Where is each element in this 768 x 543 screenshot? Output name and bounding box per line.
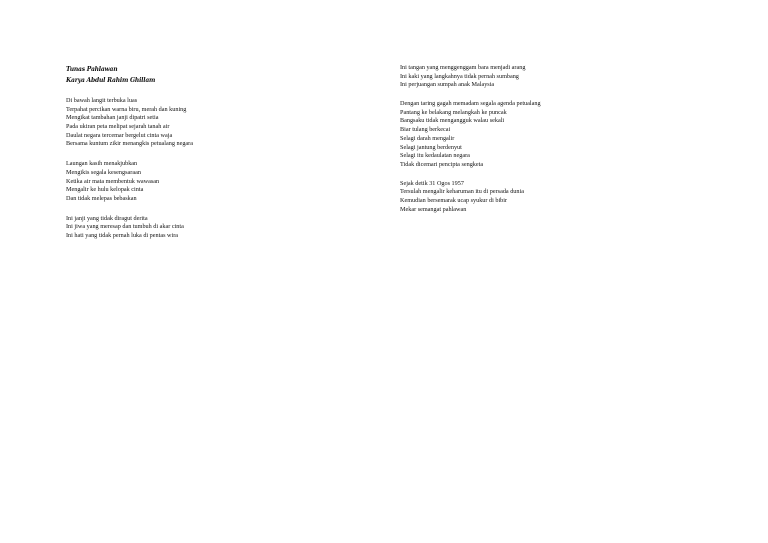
poem-line: Bersama kuntum zikir menangkis petualang negara [66, 140, 193, 148]
poem-stanza [66, 160, 396, 203]
poem-line: Biar tulang berkecai [400, 126, 451, 134]
poem-stanza [400, 180, 730, 215]
poem-line: Ketika air mata membentuk wawasan [66, 177, 160, 185]
poem-title: Tunas Pahlawan [66, 66, 118, 73]
right-column [400, 64, 730, 224]
poem-line: Pantang ke belakang melangkah ke puncak [400, 108, 507, 116]
poem-line: Ini janji yang tidak diragut derita [66, 214, 148, 222]
left-column [66, 64, 396, 252]
poem-line: Terpahat percikan warna biru, merah dan kuning [66, 105, 187, 113]
poem-line: Selagi darah mengalir [400, 134, 455, 142]
poem-line: Daulat negara tercemar bergelut cinta waja [66, 131, 173, 139]
right-stanzas [400, 64, 730, 214]
poem-line: Mengalir ke hulu kelopak cinta [66, 186, 144, 194]
poem-line: Ini tangan yang menggenggam bara menjadi arang [400, 64, 526, 71]
poem-line: Mengikis segala kesengsaraan [66, 168, 141, 176]
poem-line: Tersulah mengalir keharuman itu di persada dunia [400, 188, 524, 196]
poem-line: Selagi itu kedaulatan negara [400, 152, 470, 160]
poem-line: Ini perjuangan sumpah anak Malaysia [400, 81, 495, 89]
poem-stanza [66, 97, 396, 149]
poem-stanza [66, 215, 396, 241]
poem-line: Ini jiwa yang meresap dan tumbuh di akar cinta [66, 223, 184, 231]
poem-line: Di bawah langit terbuka luas [66, 97, 138, 104]
poem-line: Dan tidak melepas bebaskan [66, 194, 137, 202]
poem-line: Ini hati yang tidak pernah luka di pentas wira [66, 231, 179, 239]
poem-line: Mengikat tambahan janji dipatri setia [66, 114, 159, 122]
poem-stanza [400, 64, 730, 90]
poem-line: Pada ukiran peta melipat sejarah tanah air [66, 123, 170, 131]
poem-line: Bangsaku tidak mengangguk walau sekali [400, 117, 505, 125]
poem-line: Selagi jantung berdenyut [400, 143, 462, 151]
poem-author: Karya Abdul Rahim Ghillam [66, 77, 156, 84]
poem-line: Tidak dicemari pencipta sengketa [400, 160, 484, 168]
poem-line: Sejak detik 31 Ogos 1957 [400, 179, 464, 187]
left-stanzas [66, 97, 396, 241]
poem-line: Kemudian bersemarak ucap syukur di bibir [400, 196, 508, 204]
poem-line: Laungan kasih menakjubkan [66, 160, 138, 168]
poem-line: Ini kaki yang langkahnya tidak pernah sumbang [400, 72, 519, 80]
poem-stanza [400, 100, 730, 170]
poem-line: Dengan taring gagah memadam segala agenda petualang [400, 100, 541, 108]
poem-line: Mekar semangat pahlawan [400, 205, 467, 213]
